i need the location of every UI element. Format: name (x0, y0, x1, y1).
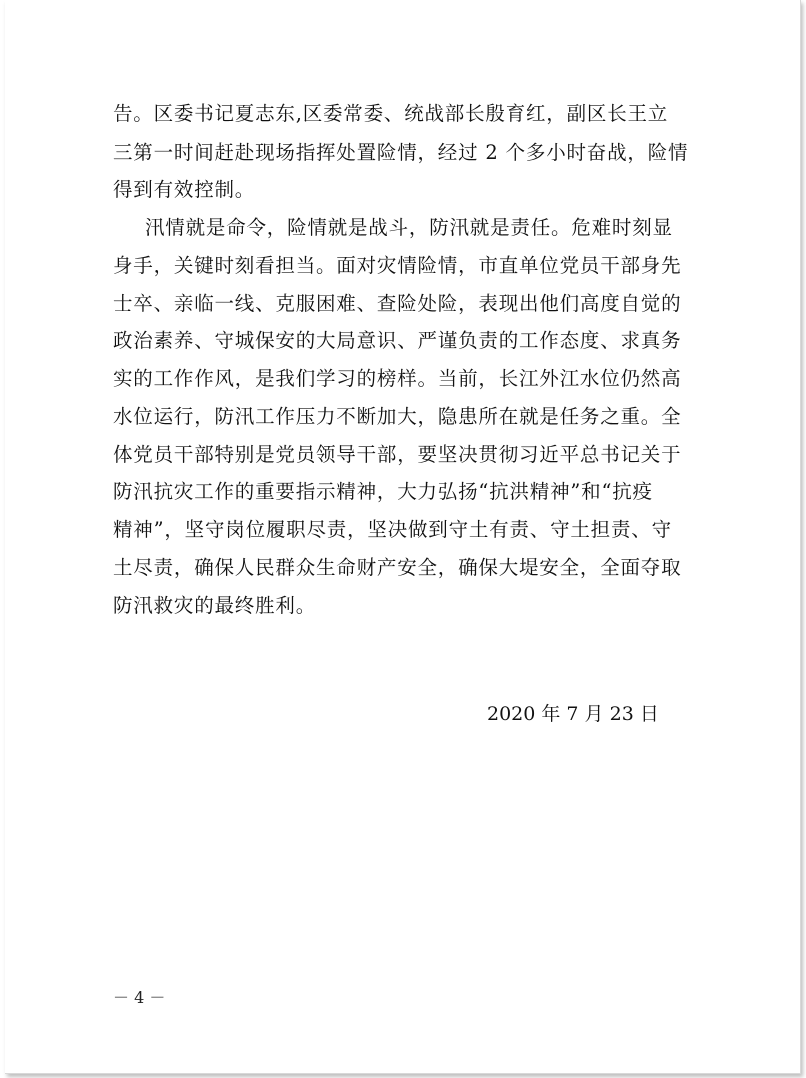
body-text-line: 精神”，坚守岗位履职尽责，坚决做到守土有责、守土担责、守 (113, 518, 672, 541)
body-text-line: 得到有效控制。 (113, 178, 256, 201)
body-text-line: 防汛抗灾工作的重要指示精神，大力弘扬“抗洪精神”和“抗疫 (113, 480, 653, 503)
body-text-line: 水位运行，防汛工作压力不断加大，隐患所在就是任务之重。全 (113, 405, 682, 428)
body-text-line: 土尽责，确保人民群众生命财产安全，确保大堤安全，全面夺取 (113, 556, 682, 579)
document-date: 2020 年 7 月 23 日 (487, 703, 659, 725)
page-number: － 4 － (113, 988, 166, 1007)
body-text-line: 实的工作作风，是我们学习的榜样。当前，长江外江水位仍然高 (113, 367, 682, 390)
body-text-line: 士卒、亲临一线、克服困难、查险处险，表现出他们高度自觉的 (113, 292, 682, 315)
body-text-line: 体党员干部特别是党员领导干部，要坚决贯彻习近平总书记关于 (113, 443, 682, 466)
body-text-line: 防汛救灾的最终胜利。 (113, 594, 317, 617)
body-text-line: 政治素养、守城保安的大局意识、严谨负责的工作态度、求真务 (113, 329, 682, 352)
body-text-line: 告。区委书记夏志东,区委常委、统战部长殷育红，副区长王立 (113, 102, 669, 125)
document-page (5, 0, 801, 1074)
body-text-line: 三第一时间赶赴现场指挥处置险情，经过 2 个多小时奋战，险情 (113, 141, 689, 164)
body-text-line: 身手，关键时刻看担当。面对灾情险情，市直单位党员干部身先 (113, 254, 682, 277)
body-text-line: 汛情就是命令，险情就是战斗，防汛就是责任。危难时刻显 (145, 216, 673, 239)
